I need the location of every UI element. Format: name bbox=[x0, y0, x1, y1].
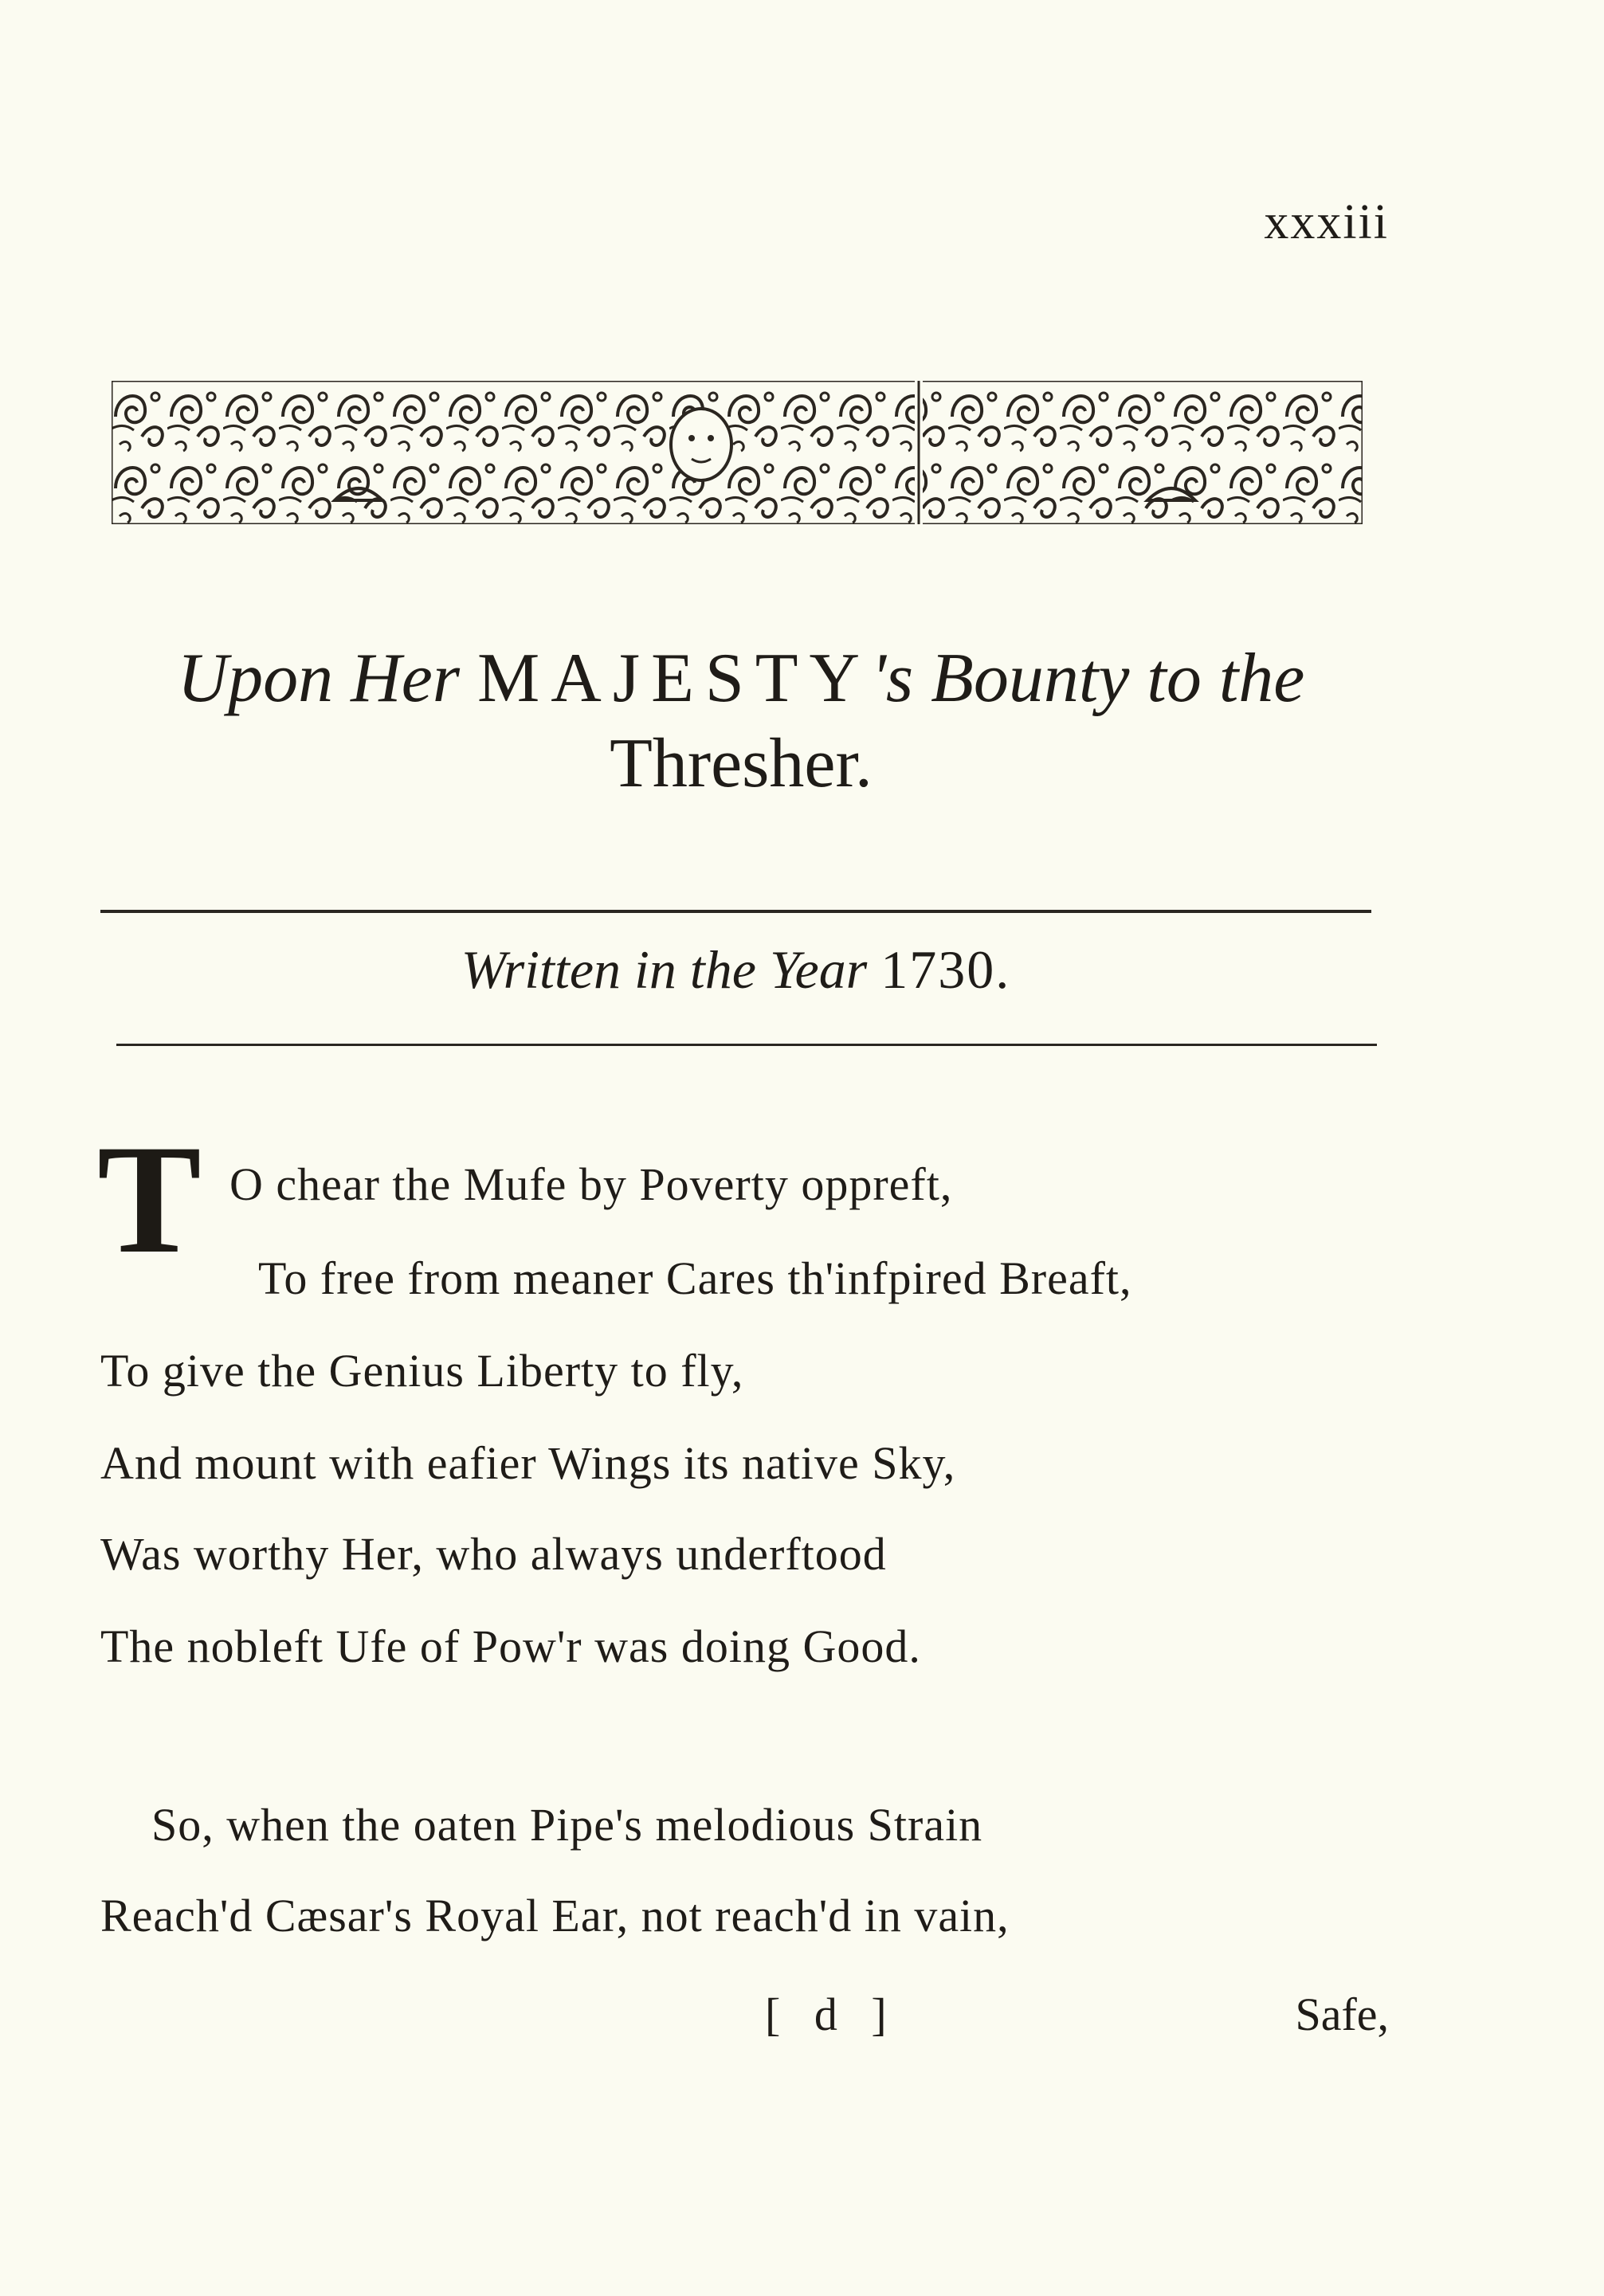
poem-line: To free from meaner Cares th'infpired Breaft, bbox=[258, 1252, 1132, 1304]
poem-line: O chear the Mufe by Poverty oppreft, bbox=[229, 1158, 953, 1210]
poem-line: The nobleft Ufe of Pow'r was doing Good. bbox=[100, 1620, 921, 1672]
subtitle-date-line bbox=[100, 938, 1371, 1001]
drop-cap-letter: T bbox=[97, 1113, 202, 1286]
poem-line: And mount with eafier Wings its native Sky, bbox=[100, 1437, 956, 1489]
title-part-2: MAJESTY bbox=[477, 640, 872, 717]
subtitle-text: Written in the Year bbox=[461, 939, 868, 1000]
poem-line: So, when the oaten Pipe's melodious Strain bbox=[151, 1799, 983, 1851]
floral-headpiece-ornament-icon bbox=[112, 381, 1363, 524]
poem-line: To give the Genius Liberty to fly, bbox=[100, 1345, 744, 1397]
signature-mark: [ d ] bbox=[765, 1988, 898, 2040]
title-part-3: 's Bounty to the bbox=[871, 640, 1305, 717]
catchword: Safe, bbox=[1295, 1988, 1389, 2040]
poem-title bbox=[96, 636, 1386, 807]
page-number: xxxiii bbox=[1264, 195, 1389, 249]
poem-line: Was worthy Her, who always underftood bbox=[100, 1528, 887, 1580]
subtitle-year: 1730. bbox=[880, 939, 1011, 1000]
top-rule-divider bbox=[100, 910, 1371, 913]
poem-line: Reach'd Cæsar's Royal Ear, not reach'd in vain, bbox=[100, 1890, 1010, 1941]
bottom-rule-divider bbox=[116, 1044, 1377, 1046]
title-part-4: Thresher. bbox=[610, 725, 873, 803]
title-part-1: Upon Her bbox=[177, 640, 461, 717]
